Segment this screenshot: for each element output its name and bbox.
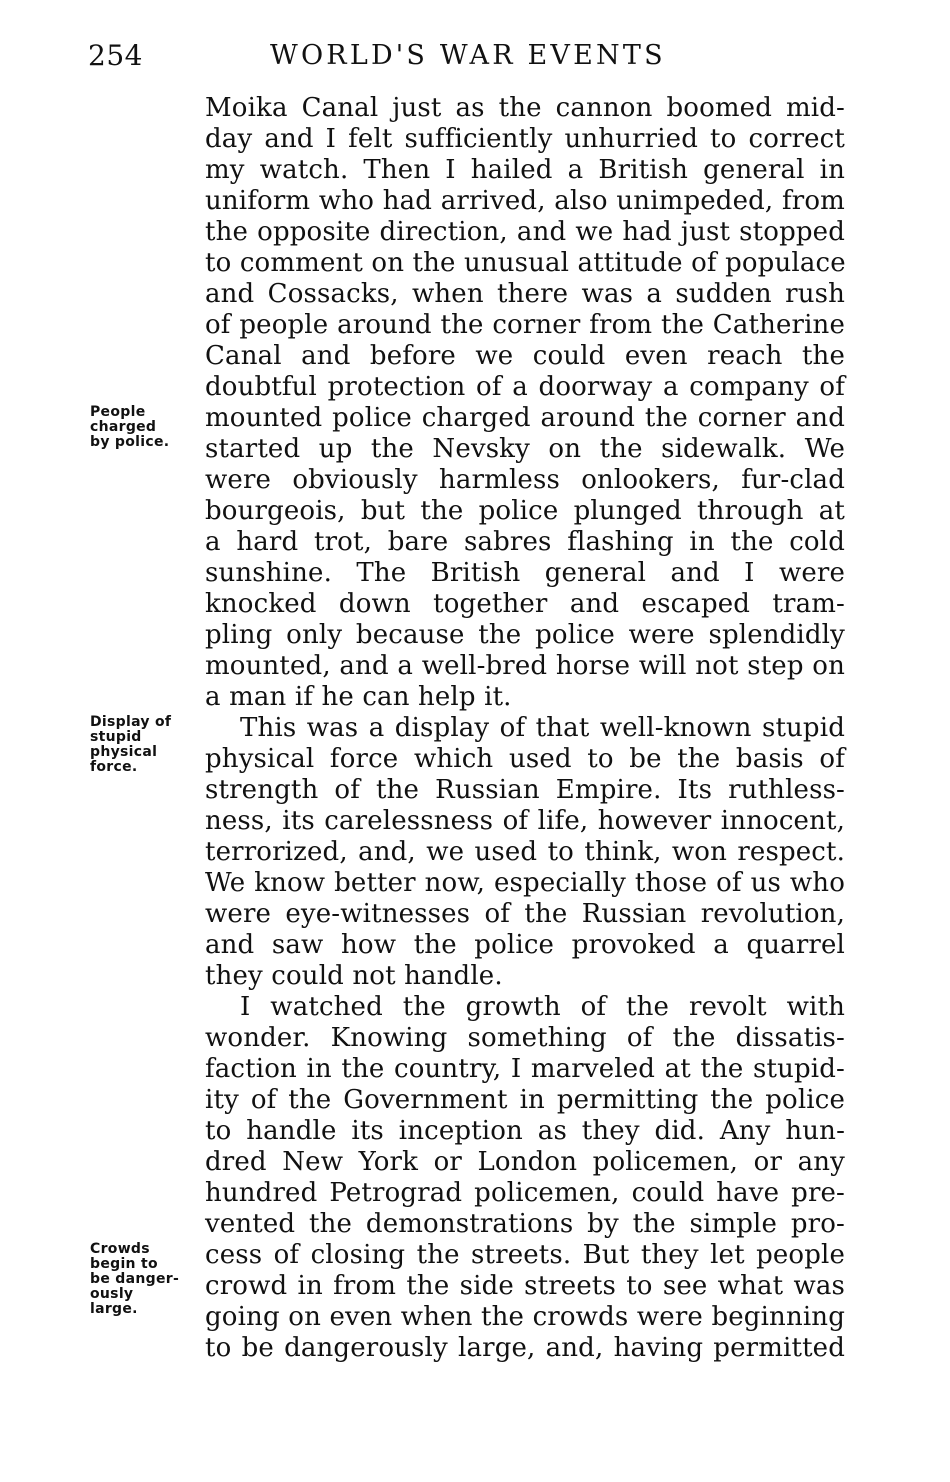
- side-note-line: People: [90, 404, 146, 420]
- side-note-line: Display of: [90, 714, 172, 730]
- body-line: the opposite direction, and we had just stopped: [205, 217, 845, 247]
- side-note-line: by police.: [90, 434, 170, 450]
- body-line: I watched the growth of the revolt with: [240, 992, 845, 1022]
- body-line: We know better now, especially those of us who: [205, 868, 845, 898]
- side-note-line: ously: [90, 1286, 134, 1302]
- side-note-line: force.: [90, 759, 138, 775]
- body-line: were obviously harmless onlookers, fur-clad: [205, 465, 845, 495]
- body-line: pling only because the police were splendidly: [205, 620, 845, 650]
- body-line: Moika Canal just as the cannon boomed mid-: [205, 93, 845, 123]
- page-header: [0, 38, 950, 78]
- body-line: a hard trot, bare sabres flashing in the cold: [205, 527, 845, 557]
- side-note-crowds-large: [90, 1242, 202, 1317]
- body-line: day and I felt sufficiently unhurried to correct: [205, 124, 845, 154]
- body-line: sunshine. The British general and I were: [205, 558, 845, 588]
- body-line: physical force which used to be the basis of: [205, 744, 845, 774]
- running-title: WORLD'S WAR EVENTS: [270, 40, 666, 71]
- body-line: of people around the corner from the Catherine: [205, 310, 845, 340]
- body-line: bourgeois, but the police plunged through at: [205, 496, 845, 526]
- body-line: dred New York or London policemen, or any: [205, 1147, 845, 1177]
- body-line: ity of the Government in permitting the police: [205, 1085, 845, 1115]
- body-line: and Cossacks, when there was a sudden rush: [205, 279, 845, 309]
- side-note-line: large.: [90, 1301, 138, 1317]
- side-note-line: stupid: [90, 729, 142, 745]
- page-number: 254: [88, 39, 143, 72]
- body-line: hundred Petrograd policemen, could have pre-: [205, 1178, 845, 1208]
- side-note-people-charged: [90, 405, 202, 450]
- body-line: uniform who had arrived, also unimpeded, from: [205, 186, 845, 216]
- body-line: cess of closing the streets. But they let people: [205, 1240, 845, 1270]
- body-line: crowd in from the side streets to see what was: [205, 1271, 845, 1301]
- body-line: to handle its inception as they did. Any hun-: [205, 1116, 845, 1146]
- body-line: doubtful protection of a doorway a company of: [205, 372, 845, 402]
- body-line: started up the Nevsky on the sidewalk. We: [205, 434, 845, 464]
- side-note-line: be danger-: [90, 1271, 180, 1287]
- body-line: going on even when the crowds were beginning: [205, 1302, 845, 1332]
- body-line: a man if he can help it.: [205, 682, 512, 712]
- body-line: mounted police charged around the corner and: [205, 403, 845, 433]
- body-line: wonder. Knowing something of the dissatis-: [205, 1023, 845, 1053]
- side-note-line: physical: [90, 744, 158, 760]
- body-line: strength of the Russian Empire. Its ruthless-: [205, 775, 845, 805]
- body-line: and saw how the police provoked a quarrel: [205, 930, 845, 960]
- body-line: vented the demonstrations by the simple pro-: [205, 1209, 845, 1239]
- side-note-line: Crowds: [90, 1241, 150, 1257]
- body-line: to be dangerously large, and, having permitted: [205, 1333, 845, 1363]
- body-line: ness, its carelessness of life, however innocent,: [205, 806, 845, 836]
- body-line: faction in the country, I marveled at the stupid-: [205, 1054, 845, 1084]
- body-line: my watch. Then I hailed a British general in: [205, 155, 845, 185]
- body-line: they could not handle.: [205, 961, 503, 991]
- side-note-line: charged: [90, 419, 157, 435]
- body-line: Canal and before we could even reach the: [205, 341, 845, 371]
- body-line: mounted, and a well-bred horse will not step on: [205, 651, 845, 681]
- body-line: This was a display of that well-known stupid: [240, 713, 845, 743]
- side-note-display-of-force: [90, 715, 202, 775]
- body-line: knocked down together and escaped tram-: [205, 589, 845, 619]
- side-note-line: begin to: [90, 1256, 158, 1272]
- body-line: were eye-witnesses of the Russian revolution,: [205, 899, 845, 929]
- body-line: to comment on the unusual attitude of populace: [205, 248, 846, 278]
- body-line: terrorized, and, we used to think, won respect.: [205, 837, 845, 867]
